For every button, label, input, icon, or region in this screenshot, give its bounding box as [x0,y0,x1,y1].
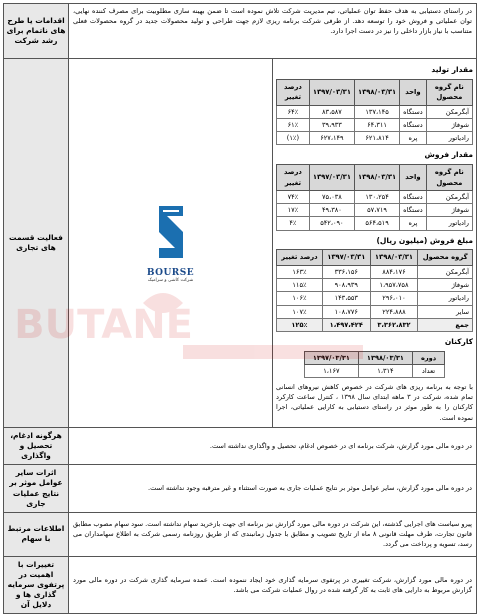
sales-amount-cell: ۳۳۶،۱۵۶ [322,265,370,278]
staff-title: کارکنان [444,336,473,346]
production-table [276,79,473,146]
sales-qty-title: مقدار فروش [424,150,473,160]
production-cell: (۱٪) [277,132,310,145]
logo-subtitle: شرکت کاشی و سرامیک [147,278,194,284]
staff-cell: تعداد [412,364,444,377]
production-row [277,118,473,131]
sales-qty-cell: ۵۶۴،۵۱۹ [354,217,399,230]
sales-qty-cell: ۱۳۰،۲۵۴ [354,191,399,204]
sales-amount-table [276,249,473,332]
business-content [273,59,477,428]
other-factors-text: در دوره مالی مورد گزارش، سایر عوامل موثر بر نتایج عملیات جاری به صورت استثناء و غیر مترقبه وجود نداشته است. [69,465,477,513]
production-cell: آبگرمکن [426,105,472,118]
sales-amount-cell: ۳،۳۶۲،۸۳۲ [370,318,418,331]
production-title: مقدار تولید [431,65,473,74]
watermark-text: BUTANE [14,302,193,348]
staff-cell: ۱،۱۶۷ [304,364,358,377]
production-cell: ۸۳،۵۸۷ [309,105,354,118]
production-cell: دستگاه [400,105,427,118]
sales-amount-header-2: ۱۳۹۷/۰۳/۳۱ [322,250,370,266]
logo-cell [69,59,273,428]
sales-qty-header-0: نام گروه محصول [426,164,472,190]
sales-qty-header-2: ۱۳۹۸/۰۳/۳۱ [354,164,399,190]
sales-amount-cell: ۱۲۵٪ [277,318,323,331]
sales-amount-cell: ۱۰۸،۷۷۶ [322,305,370,318]
production-cell: ۶۲۱،۸۱۴ [354,132,399,145]
sales-amount-cell: رادیاتور [418,292,473,305]
sales-amount-header-0: گروه محصول [418,250,473,266]
sales-qty-cell: دستگاه [400,204,427,217]
actions-text: در راستای دستیابی به هدف حفظ توان عملیاتی، تیم مدیریت شرکت تلاش نموده است تا ضمن بهینه سازی مطلوبیت برای مصرف کننده نهایی، توان عملیاتی و فروش خود را توسعه دهد. از طرفی شرکت برنامه ریزی لازم جهت طراحی و تولید محصولات جدید در گروه محصولات فعلی متناسب با نیاز بازار داخلی را نیز در دست اجرا دارد. [69,4,477,59]
shares-text: پیرو سیاست های اجرایی گذشته، این شرکت در دوره مالی مورد گزارش نیز برنامه ای جهت بازخرید سهام نداشته است. سود سهام مصوب مطابق قانون تجارت، طرف مهلت قانونی ۸ ماه از تاریخ تصویب و مطابق با جدول زمانبندی که از طریق روزنامه رسمی شرکت به اطلاع سهامداران می رسد، تسویه و پرداخت می گردد. [69,512,477,556]
production-header-0: نام گروه محصول [426,79,472,105]
sales-amount-header-3: درصد تغییر [277,250,323,266]
sales-amount-header-1: ۱۳۹۸/۰۳/۳۱ [370,250,418,266]
production-header-2: ۱۳۹۸/۰۳/۳۱ [354,79,399,105]
sales-qty-cell: شوفاژ [426,204,472,217]
sales-qty-cell: رادیاتور [426,217,472,230]
production-cell: ۶۱٪ [277,118,310,131]
production-cell: دستگاه [400,118,427,131]
sales-amount-cell: ۱،۹۵۷،۷۵۸ [370,279,418,292]
sales-amount-row [277,318,473,331]
sales-qty-cell: دستگاه [400,191,427,204]
shares-label: اطلاعات مرتبط با سهام [4,512,69,556]
staff-header-1: ۱۳۹۸/۰۳/۳۱ [358,351,412,364]
production-header-4: درصد تغییر [277,79,310,105]
sales-amount-cell: ۱۶۳٪ [277,265,323,278]
production-cell: ۶۴،۳۱۱ [354,118,399,131]
staff-cell: ۱،۳۱۴ [358,364,412,377]
sales-amount-cell: ۱۱۵٪ [277,279,323,292]
sales-qty-cell: ۴٪ [277,217,310,230]
sales-qty-row [277,204,473,217]
company-logo [136,202,206,283]
sales-qty-header-4: درصد تغییر [277,164,310,190]
sales-amount-cell: ۲۹۶،۰۱۰ [370,292,418,305]
sales-amount-cell: ۱۰۶٪ [277,292,323,305]
sales-amount-cell: جمع [418,318,473,331]
investments-text: در دوره مالی مورد گزارش، شرکت تغییری در پرتفوی سرمایه گذاری خود ایجاد ننموده است. عمده سرمایه گذاری شرکت در دوره مالی مورد گزارش مربوط به دارایی های ثابت به کار گرفته شده در روال عملیات شرکت می باشد. [69,556,477,614]
production-cell: ۳۹،۹۳۳ [309,118,354,131]
production-row [277,132,473,145]
sales-qty-cell: ۵۷،۷۱۹ [354,204,399,217]
sales-qty-cell: آبگرمکن [426,191,472,204]
sales-amount-cell: ۸۸۴،۱۷۶ [370,265,418,278]
sales-amount-cell: سایر [418,305,473,318]
sales-qty-cell: ۷۵،۰۳۸ [309,191,354,204]
staff-note: با توجه به برنامه ریزی های شرکت در خصوص کاهش نیروهای انسانی تمام شده، شرکت در ۳ ماهه ابتدای سال ۱۳۹۸ ، کنترل ساعت کارکرد کارکنان را به طور موثر در راستای دستیابی به کارایی عملیاتی، اجرا نموده است. [276,383,473,422]
sales-qty-cell: ۵۴۲،۰۹۰ [309,217,354,230]
production-cell: شوفاژ [426,118,472,131]
report-page [3,3,477,614]
sales-amount-cell: شوفاژ [418,279,473,292]
sales-qty-cell: پره [400,217,427,230]
staff-header-0: دوره [412,351,444,364]
sales-qty-cell: ۴۹،۳۸۰ [309,204,354,217]
investments-label: تغییرات با اهمیت در پرتفوی سرمایه گذاری ها و دلایل آن [4,556,69,614]
report-table [3,3,477,614]
staff-header-2: ۱۳۹۷/۰۳/۳۱ [304,351,358,364]
sales-amount-row [277,305,473,318]
mergers-text: در دوره مالی مورد گزارش، شرکت برنامه ای در خصوص ادغام، تحصیل و واگذاری نداشته است. [69,427,477,464]
business-label: فعالیت قسمت های تجاری [4,59,69,428]
logo-mark-icon [151,202,191,262]
sales-amount-row [277,292,473,305]
sales-qty-header-1: واحد [400,164,427,190]
actions-label: اقدامات یا طرح های ناتمام برای رشد شرکت [4,4,69,59]
sales-qty-cell: ۷۴٪ [277,191,310,204]
sales-qty-table [276,164,473,231]
production-header-3: ۱۳۹۷/۰۳/۳۱ [309,79,354,105]
sales-amount-cell: ۱۴۳،۵۵۳ [322,292,370,305]
logo-name: BOURSE [146,268,195,279]
sales-amount-cell: ۱۰۷٪ [277,305,323,318]
sales-amount-row [277,265,473,278]
production-cell: ۶۴٪ [277,105,310,118]
sales-amount-title: مبلغ فروش (میلیون ریال) [376,235,473,245]
production-header-1: واحد [400,79,427,105]
sales-amount-row [277,279,473,292]
mergers-label: هرگونه ادغام، تحصیل و واگذاری [4,427,69,464]
production-row [277,105,473,118]
sales-qty-header-3: ۱۳۹۷/۰۳/۳۱ [309,164,354,190]
production-cell: ۱۳۷،۱۴۵ [354,105,399,118]
production-cell: پره [400,132,427,145]
sales-amount-cell: ۹۰۸،۹۳۹ [322,279,370,292]
staff-table [304,351,445,378]
sales-amount-cell: آبگرمکن [418,265,473,278]
sales-qty-row [277,191,473,204]
production-cell: ۶۲۷،۱۴۹ [309,132,354,145]
sales-qty-cell: ۱۷٪ [277,204,310,217]
sales-qty-row [277,217,473,230]
sales-amount-cell: ۲۲۴،۸۸۸ [370,305,418,318]
other-factors-label: اثرات سایر عوامل موثر بر نتایج عملیات جاری [4,465,69,513]
production-cell: رادیاتور [426,132,472,145]
sales-amount-cell: ۱،۴۹۷،۴۲۴ [322,318,370,331]
